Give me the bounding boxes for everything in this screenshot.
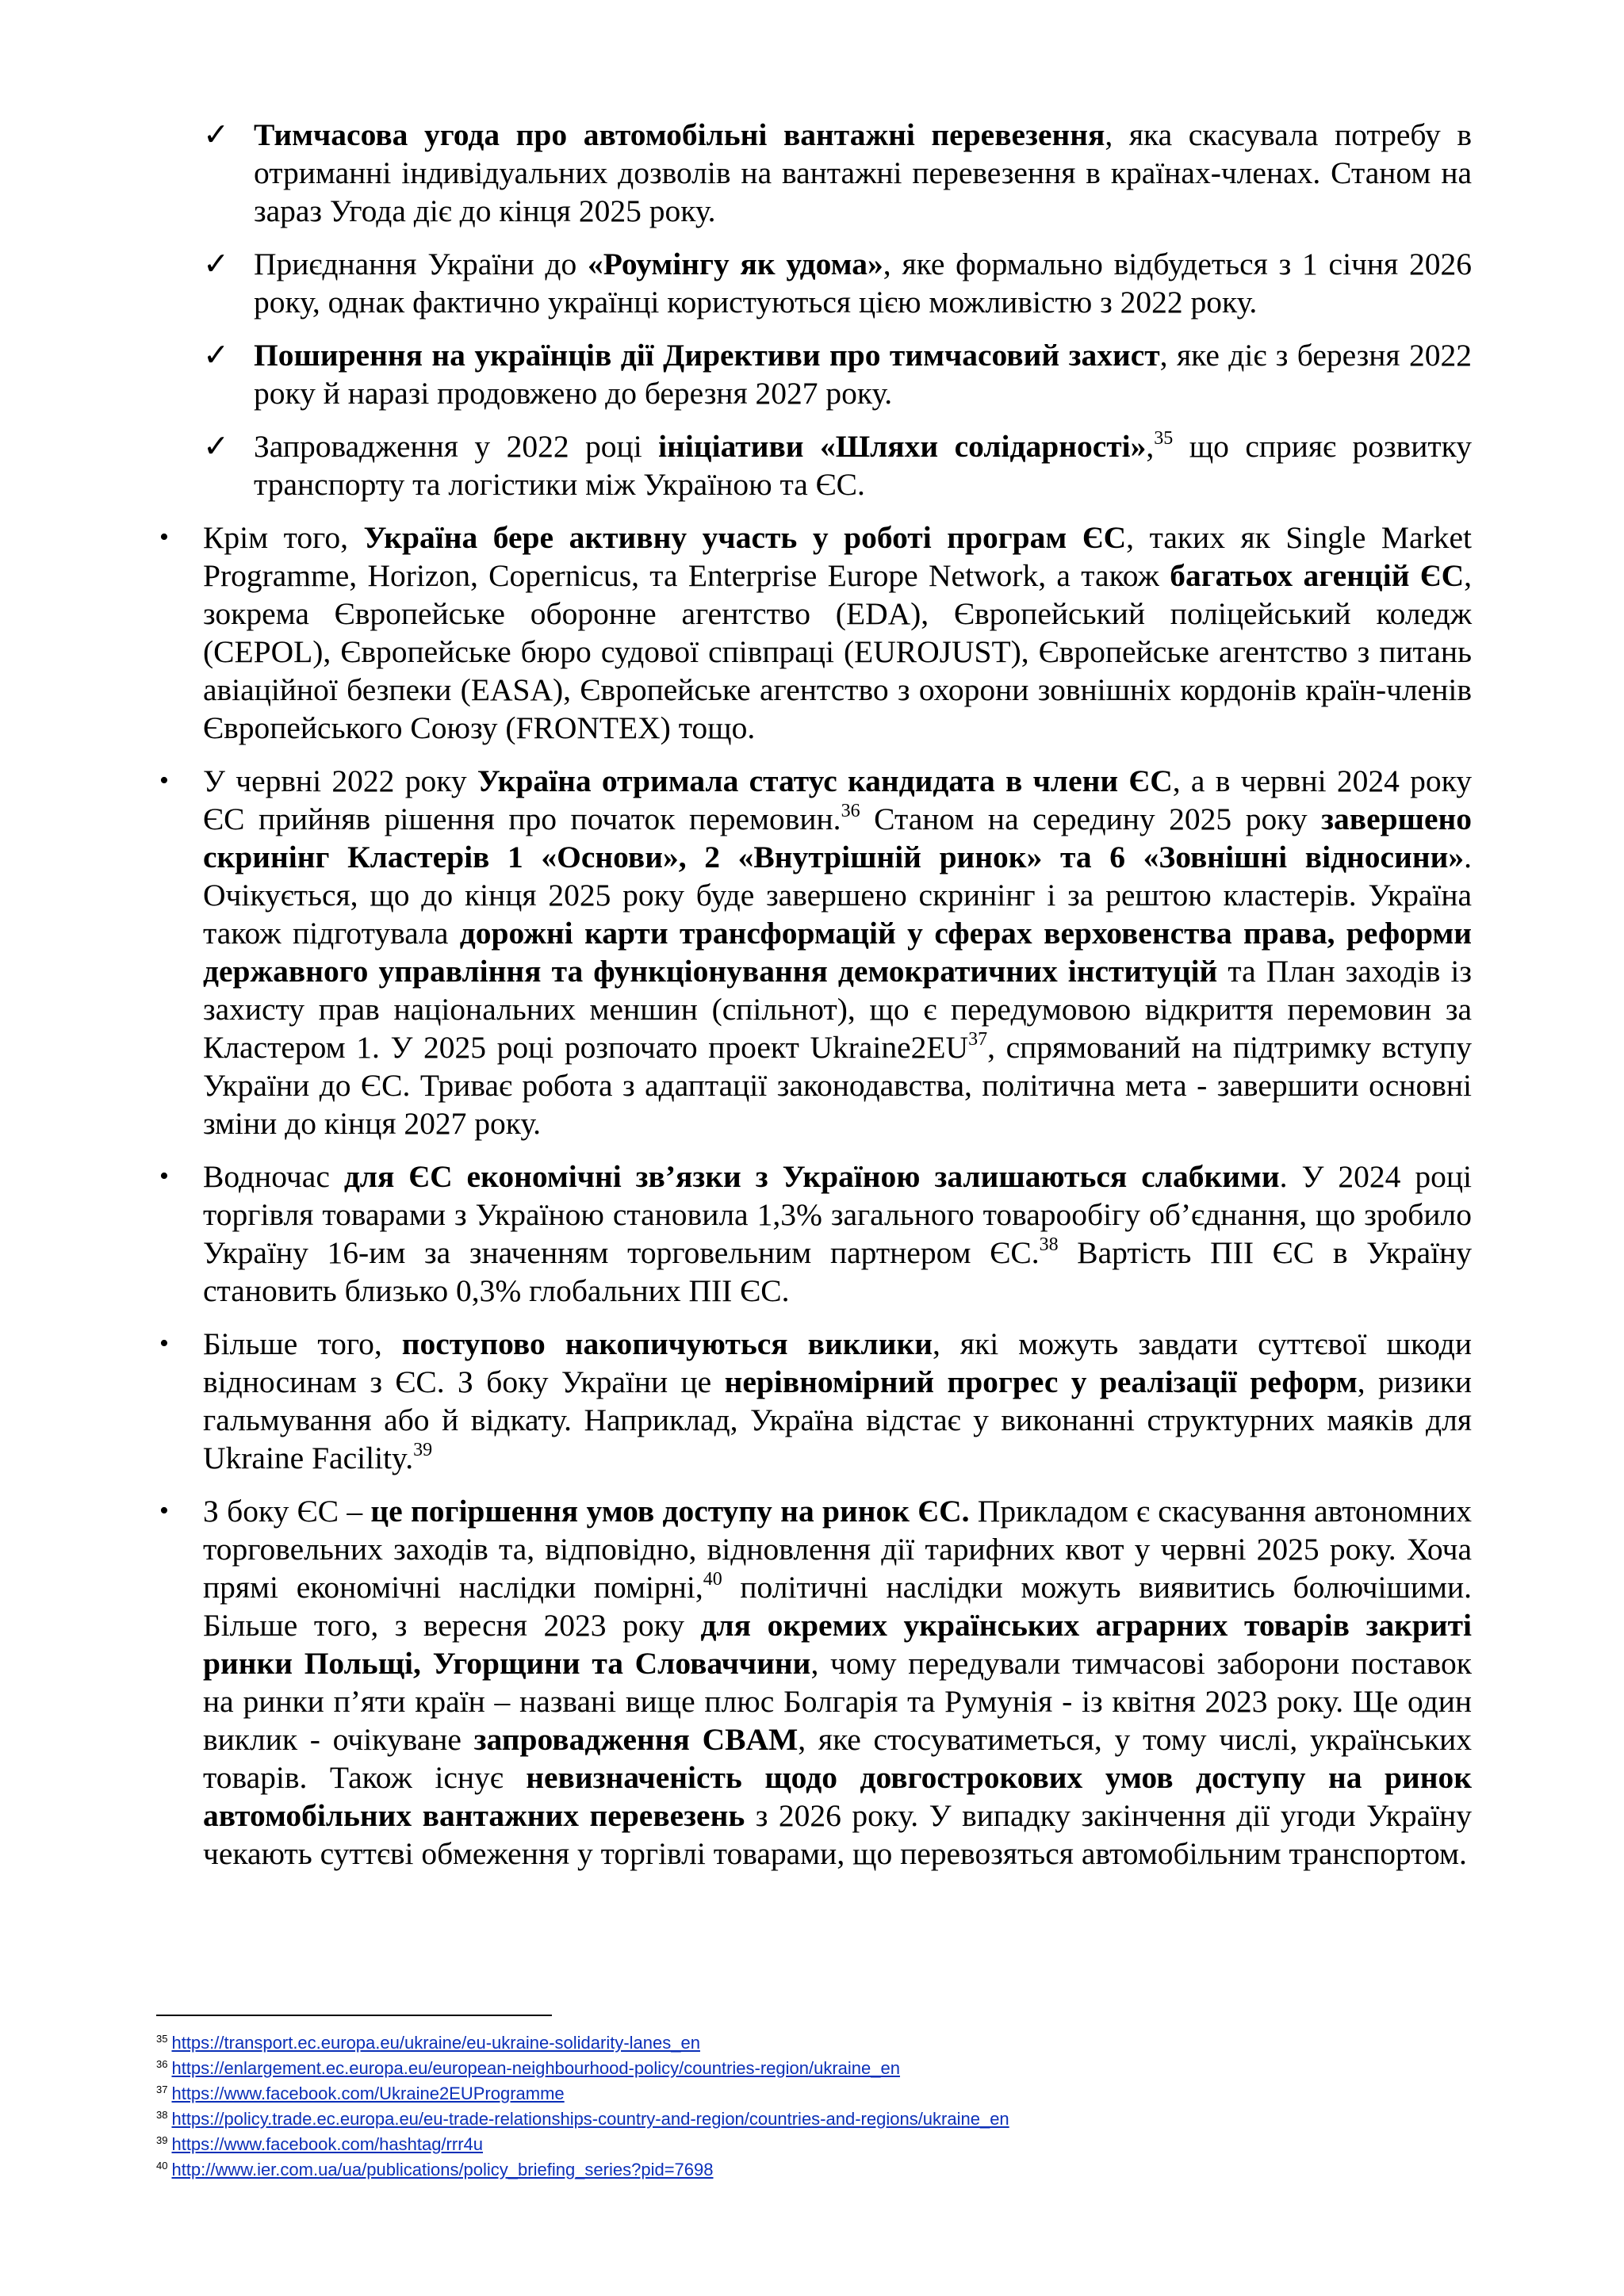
footnote-item: $^{39}$ https://www.facebook.com/hashtag/rrr4u (156, 2133, 483, 2154)
footnote-ref[interactable]: 35 (1154, 427, 1174, 449)
footnote-item: $^{38}$ https://policy.trade.ec.europa.eu/eu-trade-relationships-country-and-region/countries-and-regions/ukraine_en (156, 2108, 1009, 2129)
footnote-link[interactable]: http://www.ier.com.ua/ua/publications/policy_briefing_series?pid=7698 (171, 2160, 714, 2179)
bullet-icon: • (159, 766, 169, 795)
bullet-item-market-access: • З боку ЄС – це погіршення умов доступу на ринок ЄС. Прикладом є скасування автономних торговельних заходів та, відповідно, відновлення дії тарифних квот у червні 2025 року. Хоча прямі економічні наслідки помірні,$^{40}$ політичні наслідки можуть виявитись болючішими. Більше того, з вересня 2023 року для окремих українських аграрних товарів закриті ринки Польщі, Угорщини та Словаччини, чому передували тимчасові заборони поставок на ринки п’яти країн – названі вище плюс Болгарія та Румунія - із квітня 2023 року. Ще один виклик - очікуване запровадження CBAM, яке стосуватиметься, у тому числі, українських товарів. Також існує невизначеність щодо довгострокових умов доступу на ринок автомобільних вантажних перевезень з 2026 року. У випадку закінчення дії угоди Україну чекають суттєві обмеження у торгівлі товарами, що перевозяться автомобільним транспортом. (159, 1494, 1473, 1871)
bullet-item-challenges: • Більше того, поступово накопичуються виклики, які можуть завдати суттєвої шкоди відносинам з ЄС. З боку України це нерівномірний прогрес у реалізації реформ, ризики гальмування або й відкату. Наприклад, Україна відстає у виконанні структурних маяків для Ukraine Facility.$^{39}$ (159, 1326, 1472, 1475)
footnote-ref[interactable]: 36 (841, 800, 860, 821)
check-item-solidarity-lanes: ✓ Запровадження у 2022 році ініціативи «Шляхи солідарності»,$^{35}$ що сприяє розвитку транспорту та логістики між Україною та ЄС. (203, 427, 1473, 502)
footnotes (156, 2030, 1346, 2183)
bullet-icon: • (159, 522, 169, 552)
check-mark-icon: ✓ (203, 247, 230, 281)
footnote-link[interactable]: https://transport.ec.europa.eu/ukraine/eu-ukraine-solidarity-lanes_en (171, 2033, 700, 2053)
footnote-ref[interactable]: 38 (1039, 1234, 1059, 1255)
footnote-link[interactable]: https://www.facebook.com/hashtag/rrr4u (171, 2134, 483, 2154)
check-item-temporary-protection: ✓ Поширення на українців дії Директиви про тимчасовий захист, яке діє з березня 2022 року й наразі продовжено до березня 2027 року. (203, 338, 1472, 411)
footnote-link[interactable]: https://policy.trade.ec.europa.eu/eu-trade-relationships-country-and-region/countries-and-regions/ukraine_en (171, 2109, 1009, 2129)
bullet-item-economic-ties: • Водночас для ЄС економічні зв’язки з Україною залишаються слабкими. У 2024 році торгівля товарами з Україною становила 1,3% загального товарообігу об’єднання, що зробило Україну 16-им за значенням торговельним партнером ЄС.$^{38}$ Вартість ПІІ ЄС в Україну становить близько 0,3% глобальних ПІІ ЄС. (159, 1159, 1473, 1308)
bullet-item-eu-programs: • Крім того, Україна бере активну участь у роботі програм ЄС, таких як Single Market Programme, Horizon, Copernicus, та Enterprise Europe Network, а також багатьох агенцій ЄС, зокрема Європейське оборонне агентство (EDA), Європейський поліцейський коледж (CEPOL), Європейське бюро судової співпраці (EUROJUST), Європейське агентство з питань авіаційної безпеки (EASA), Європейське агентство з охорони зовнішніх кордонів країн-членів Європейського Союзу (FRONTEX) тощо. (159, 520, 1472, 745)
bullet-icon: • (159, 1496, 169, 1525)
check-item-road-transport: ✓ Тимчасова угода про автомобільні вантажні перевезення, яка скасувала потребу в отриманні індивідуальних дозволів на вантажні перевезення в країнах-членах. Станом на зараз Угода діє до кінця 2025 року. (203, 117, 1472, 228)
footnote-item: $^{35}$ https://transport.ec.europa.eu/ukraine/eu-ukraine-solidarity-lanes_en (156, 2032, 700, 2053)
footnote-ref[interactable]: 39 (413, 1439, 433, 1460)
footnote-separator (156, 2015, 552, 2016)
bullet-icon: • (159, 1329, 169, 1358)
footnote-link[interactable]: https://www.facebook.com/Ukraine2EUProgramme (171, 2084, 565, 2103)
document-body (159, 116, 1472, 1888)
bullet-icon: • (159, 1161, 169, 1191)
footnote-item: $^{36}$ https://enlargement.ec.europa.eu/european-neighbourhood-policy/countries-region/ukraine_en (156, 2057, 900, 2078)
footnote-ref[interactable]: 40 (703, 1568, 722, 1590)
footnote-item: $^{40}$ http://www.ier.com.ua/ua/publications/policy_briefing_series?pid=7698 (156, 2159, 714, 2179)
footnote-link[interactable]: https://enlargement.ec.europa.eu/european-neighbourhood-policy/countries-region/ukraine_en (171, 2058, 900, 2078)
footnote-item: $^{37}$ https://www.facebook.com/Ukraine2EUProgramme (156, 2083, 565, 2103)
check-mark-icon: ✓ (203, 429, 230, 464)
check-mark-icon: ✓ (203, 338, 230, 373)
bullet-item-candidate-status: • У червні 2022 року Україна отримала статус кандидата в члени ЄС, а в червні 2024 року ЄС прийняв рішення про початок перемовин.$^{36}$ Станом на середину 2025 року завершено скринінг Кластерів 1 «Основи», 2 «Внутрішній ринок» та 6 «Зовнішні відносини». Очікується, що до кінця 2025 року буде завершено скринінг і за рештою кластерів. Україна також підготувала дорожні карти трансформацій у сферах верховенства права, реформи державного управління та функціонування демократичних інституцій та План заходів із захисту прав національних меншин (спільнот), що є передумовою відкриття перемовин за Кластером 1. У 2025 році розпочато проект Ukraine2EU$^{37}$, спрямований на підтримку вступу України до ЄС. Триває робота з адаптації законодавства, політична мета - завершити основні зміни до кінця 2027 року. (159, 763, 1473, 1141)
check-mark-icon: ✓ (203, 117, 230, 152)
check-item-roaming: ✓ Приєднання України до «Роумінгу як удома», яке формально відбудеться з 1 січня 2026 року, однак фактично українці користуються цією можливістю з 2022 року. (203, 247, 1473, 320)
footnote-ref[interactable]: 37 (968, 1028, 988, 1050)
